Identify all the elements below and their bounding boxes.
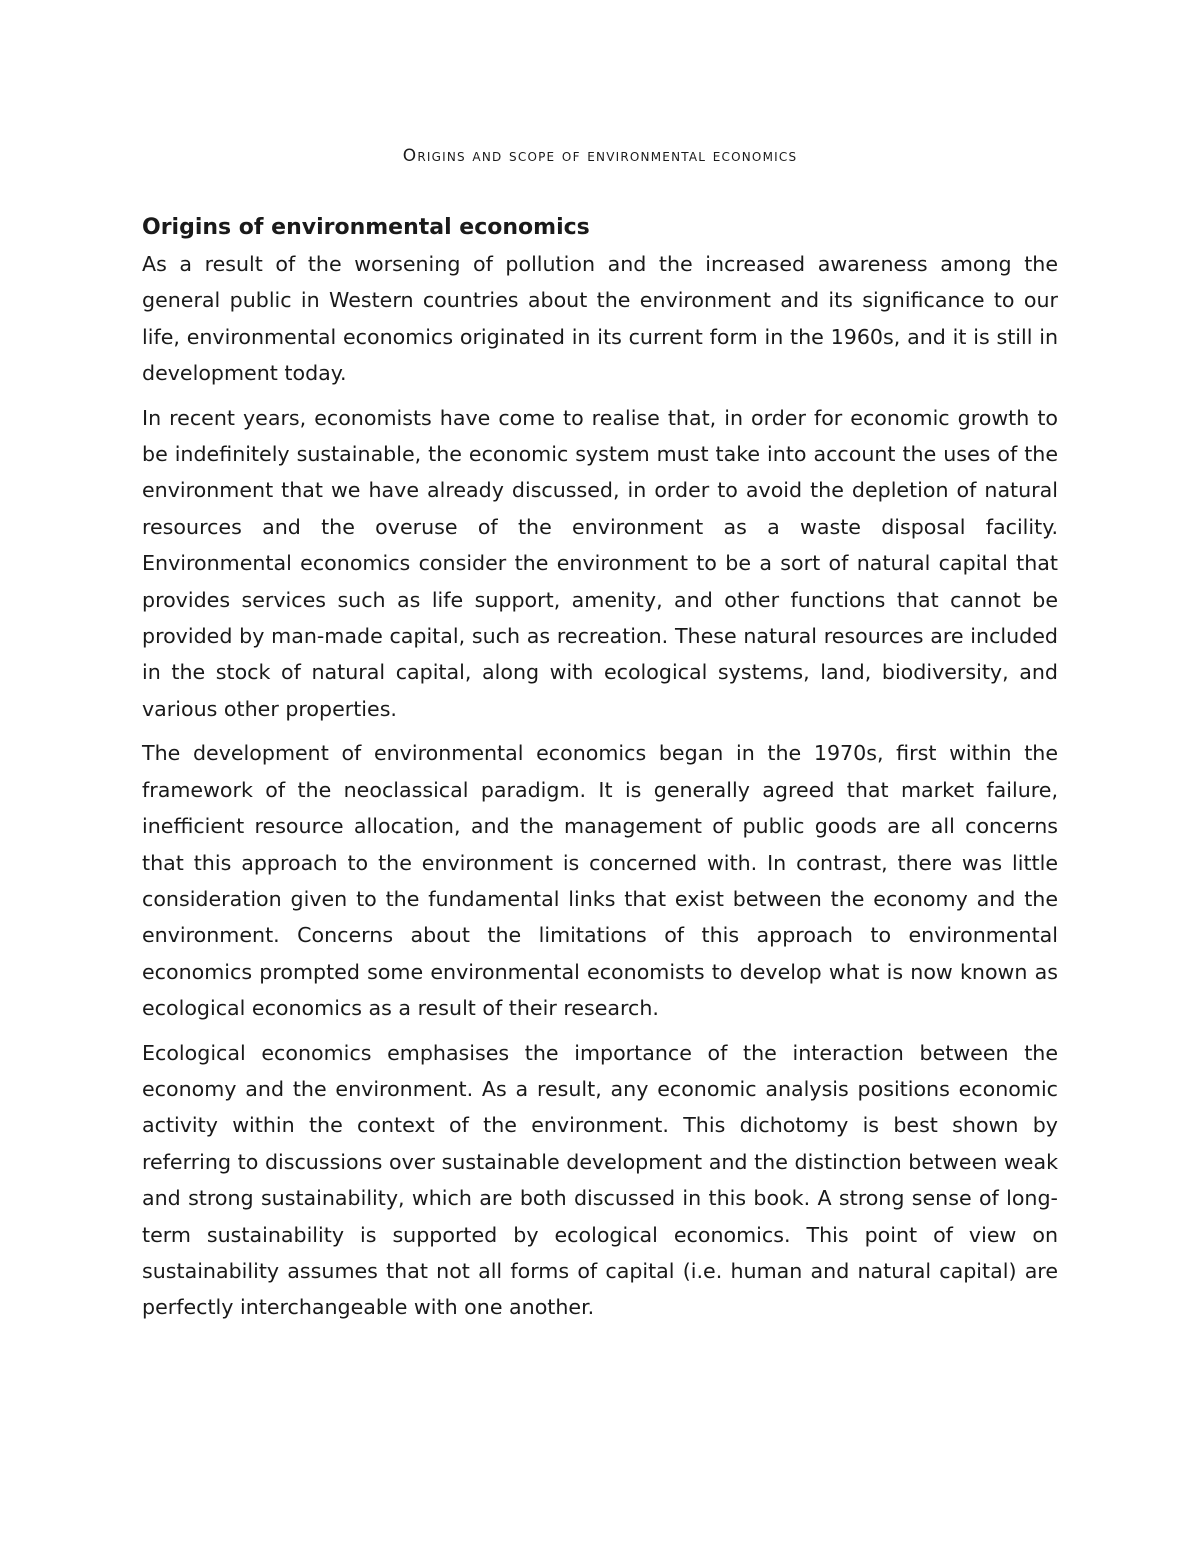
paragraph-4: Ecological economics emphasises the importance of the interaction between the economy and the environment. As a result, any economic analysis positions economic activity within the context of the environment. This dichotomy is best shown by referring to discussions over sustainable development and the distinction between weak and strong sustainability, which are both discussed in this book. A strong sense of long-term sustainability is supported by ecological economics. This point of view on sustainability assumes that not all forms of capital (i.e. human and natural capital) are perfectly interchangeable with one another. <box>142 1040 1058 1320</box>
paragraph-3: The development of environmental economics began in the 1970s, first within the framework of the neoclassical paradigm. It is generally agreed that market failure, inefficient resource allocation, and the management of public goods are all concerns that this approach to the environment is concerned with. In contrast, there was little consideration given to the fundamental links that exist between the economy and the environment. Concerns about the limitations of this approach to environmental economics prompted some environmental economists to develop what is now known as ecological economics as a result of their research. <box>142 741 1058 1021</box>
paragraph-1: As a result of the worsening of pollution and the increased awareness among the general public in Western countries about the environment and its significance to our life, environmental economics originated in its current form in the 1960s, and it is still in development today. <box>142 252 1058 386</box>
section-heading: Origins of environmental economics <box>142 215 590 240</box>
document-title: Origins and scope of environmental economics <box>402 146 798 166</box>
document-body <box>142 210 1058 1334</box>
paragraph-2: In recent years, economists have come to realise that, in order for economic growth to be indefinitely sustainable, the economic system must take into account the uses of the environment that we have already discussed, in order to avoid the depletion of natural resources and the overuse of the environment as a waste disposal facility. Environmental economics consider the environment to be a sort of natural capital that provides services such as life support, amenity, and other functions that cannot be provided by man-made capital, such as recreation. These natural resources are included in the stock of natural capital, along with ecological systems, land, biodiversity, and various other properties. <box>142 405 1058 721</box>
